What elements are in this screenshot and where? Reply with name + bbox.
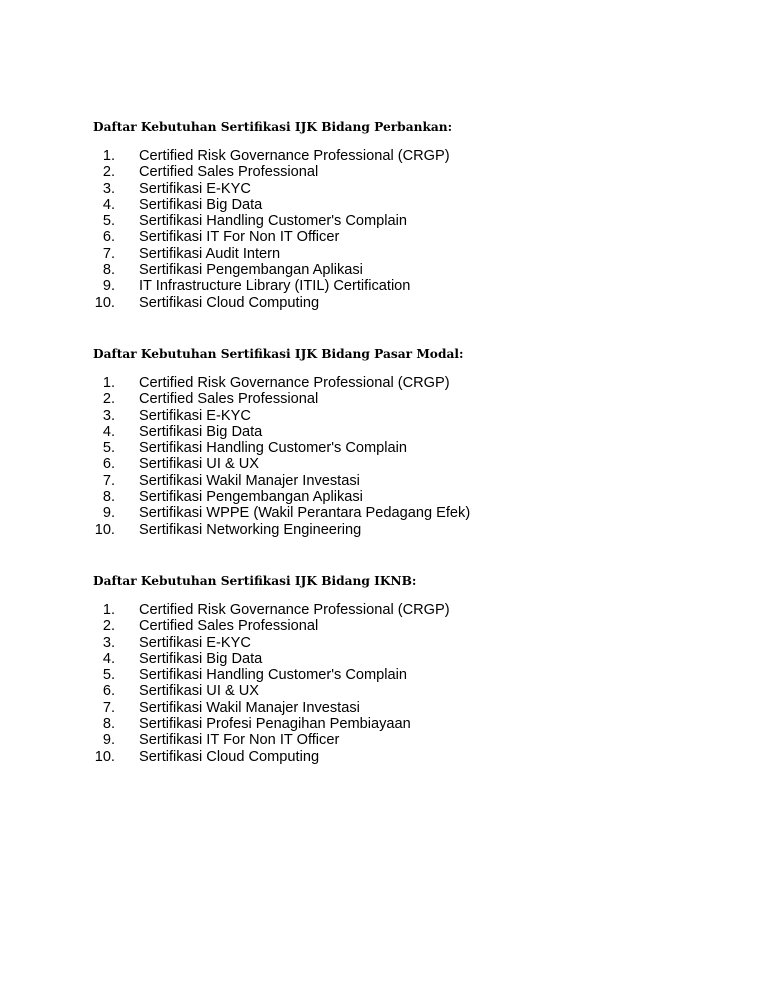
- list-item: [93, 749, 713, 765]
- list-item: [93, 618, 713, 634]
- list-item-text: Sertifikasi IT For Non IT Officer: [139, 732, 340, 749]
- list-number: 9.: [102, 505, 115, 522]
- list-item: [93, 181, 713, 197]
- list-number: 1.: [102, 375, 115, 391]
- list-item: [93, 732, 713, 748]
- list-item-text: Sertifikasi E-KYC: [139, 180, 251, 197]
- list-number: 5.: [102, 440, 115, 457]
- list-item: [93, 473, 713, 489]
- section-iknb: [93, 573, 713, 765]
- list-item-text: Sertifikasi UI & UX: [139, 683, 260, 700]
- section-pasar-modal: [93, 346, 713, 538]
- section-heading: Daftar Kebutuhan Sertifikasi IJK Bidang Perbankan:: [93, 120, 453, 134]
- list-item: [93, 229, 713, 245]
- list-item-text: Sertifikasi Networking Engineering: [139, 521, 362, 538]
- list-number: 10.: [94, 521, 115, 538]
- list-number: 4.: [102, 196, 115, 213]
- list-item: [93, 295, 713, 311]
- list-number: 7.: [102, 699, 115, 716]
- list-item: [93, 489, 713, 505]
- list-item-text: Sertifikasi UI & UX: [139, 456, 260, 473]
- list-number: 3.: [102, 180, 115, 197]
- list-number: 7.: [102, 472, 115, 489]
- list-number: 4.: [102, 423, 115, 440]
- list-item-text: Sertifikasi Big Data: [139, 196, 263, 213]
- list-item-text: Sertifikasi Audit Intern: [139, 245, 281, 262]
- list-number: 1.: [102, 148, 115, 164]
- list-item: [93, 456, 713, 472]
- list-item-text: Sertifikasi Cloud Computing: [139, 294, 320, 311]
- section-perbankan: [93, 119, 713, 311]
- list-item: [93, 262, 713, 278]
- certification-list: [93, 375, 713, 538]
- certification-list: [93, 148, 713, 311]
- list-item-text: Certified Risk Governance Professional (CRGP): [139, 602, 450, 618]
- section-heading: Daftar Kebutuhan Sertifikasi IJK Bidang Pasar Modal:: [93, 347, 464, 361]
- list-number: 1.: [102, 602, 115, 618]
- list-item: [93, 635, 713, 651]
- list-item-text: Certified Sales Professional: [139, 391, 319, 408]
- list-item-text: Sertifikasi Big Data: [139, 650, 263, 667]
- list-item-text: Sertifikasi Handling Customer's Complain: [139, 440, 408, 457]
- list-item-text: Sertifikasi Pengembangan Aplikasi: [139, 262, 363, 279]
- list-item: [93, 505, 713, 521]
- list-item-text: Sertifikasi Pengembangan Aplikasi: [139, 489, 363, 506]
- list-number: 6.: [102, 456, 115, 473]
- list-item: [93, 278, 713, 294]
- list-number: 10.: [94, 294, 115, 311]
- list-item: [93, 667, 713, 683]
- section-heading: Daftar Kebutuhan Sertifikasi IJK Bidang IKNB:: [93, 574, 417, 588]
- list-item-text: Sertifikasi Handling Customer's Complain: [139, 213, 408, 230]
- list-item: [93, 391, 713, 407]
- list-item-text: Sertifikasi E-KYC: [139, 634, 251, 651]
- list-item-text: Sertifikasi Cloud Computing: [139, 748, 320, 765]
- list-item-text: Sertifikasi WPPE (Wakil Perantara Pedagang Efek): [139, 505, 471, 522]
- list-item-text: Sertifikasi Wakil Manajer Investasi: [139, 699, 360, 716]
- list-item: [93, 651, 713, 667]
- list-number: 6.: [102, 683, 115, 700]
- list-number: 4.: [102, 650, 115, 667]
- list-item: [93, 246, 713, 262]
- list-item-text: Certified Risk Governance Professional (CRGP): [139, 148, 450, 164]
- list-item: [93, 148, 713, 164]
- list-item: [93, 408, 713, 424]
- list-item: [93, 440, 713, 456]
- list-item: [93, 700, 713, 716]
- list-item-text: Sertifikasi Wakil Manajer Investasi: [139, 472, 360, 489]
- list-item: [93, 164, 713, 180]
- list-item-text: Sertifikasi IT For Non IT Officer: [139, 229, 340, 246]
- list-item: [93, 602, 713, 618]
- list-item-text: Sertifikasi Profesi Penagihan Pembiayaan: [139, 716, 411, 733]
- list-number: 8.: [102, 262, 115, 279]
- list-item-text: IT Infrastructure Library (ITIL) Certification: [139, 278, 411, 295]
- list-item: [93, 375, 713, 391]
- list-number: 5.: [102, 213, 115, 230]
- list-number: 3.: [102, 634, 115, 651]
- list-item-text: Sertifikasi Big Data: [139, 423, 263, 440]
- list-item: [93, 716, 713, 732]
- list-item: [93, 522, 713, 538]
- list-item-text: Sertifikasi E-KYC: [139, 407, 251, 424]
- list-number: 2.: [102, 391, 115, 408]
- list-number: 8.: [102, 716, 115, 733]
- list-item: [93, 683, 713, 699]
- list-number: 2.: [102, 164, 115, 181]
- list-number: 9.: [102, 278, 115, 295]
- list-item-text: Certified Sales Professional: [139, 164, 319, 181]
- list-number: 8.: [102, 489, 115, 506]
- list-number: 9.: [102, 732, 115, 749]
- list-item: [93, 424, 713, 440]
- list-number: 10.: [94, 748, 115, 765]
- list-item-text: Sertifikasi Handling Customer's Complain: [139, 667, 408, 684]
- certification-list: [93, 602, 713, 765]
- list-number: 5.: [102, 667, 115, 684]
- list-item-text: Certified Risk Governance Professional (CRGP): [139, 375, 450, 391]
- list-item: [93, 197, 713, 213]
- list-number: 7.: [102, 245, 115, 262]
- list-number: 3.: [102, 407, 115, 424]
- list-number: 2.: [102, 618, 115, 635]
- list-item: [93, 213, 713, 229]
- list-item-text: Certified Sales Professional: [139, 618, 319, 635]
- list-number: 6.: [102, 229, 115, 246]
